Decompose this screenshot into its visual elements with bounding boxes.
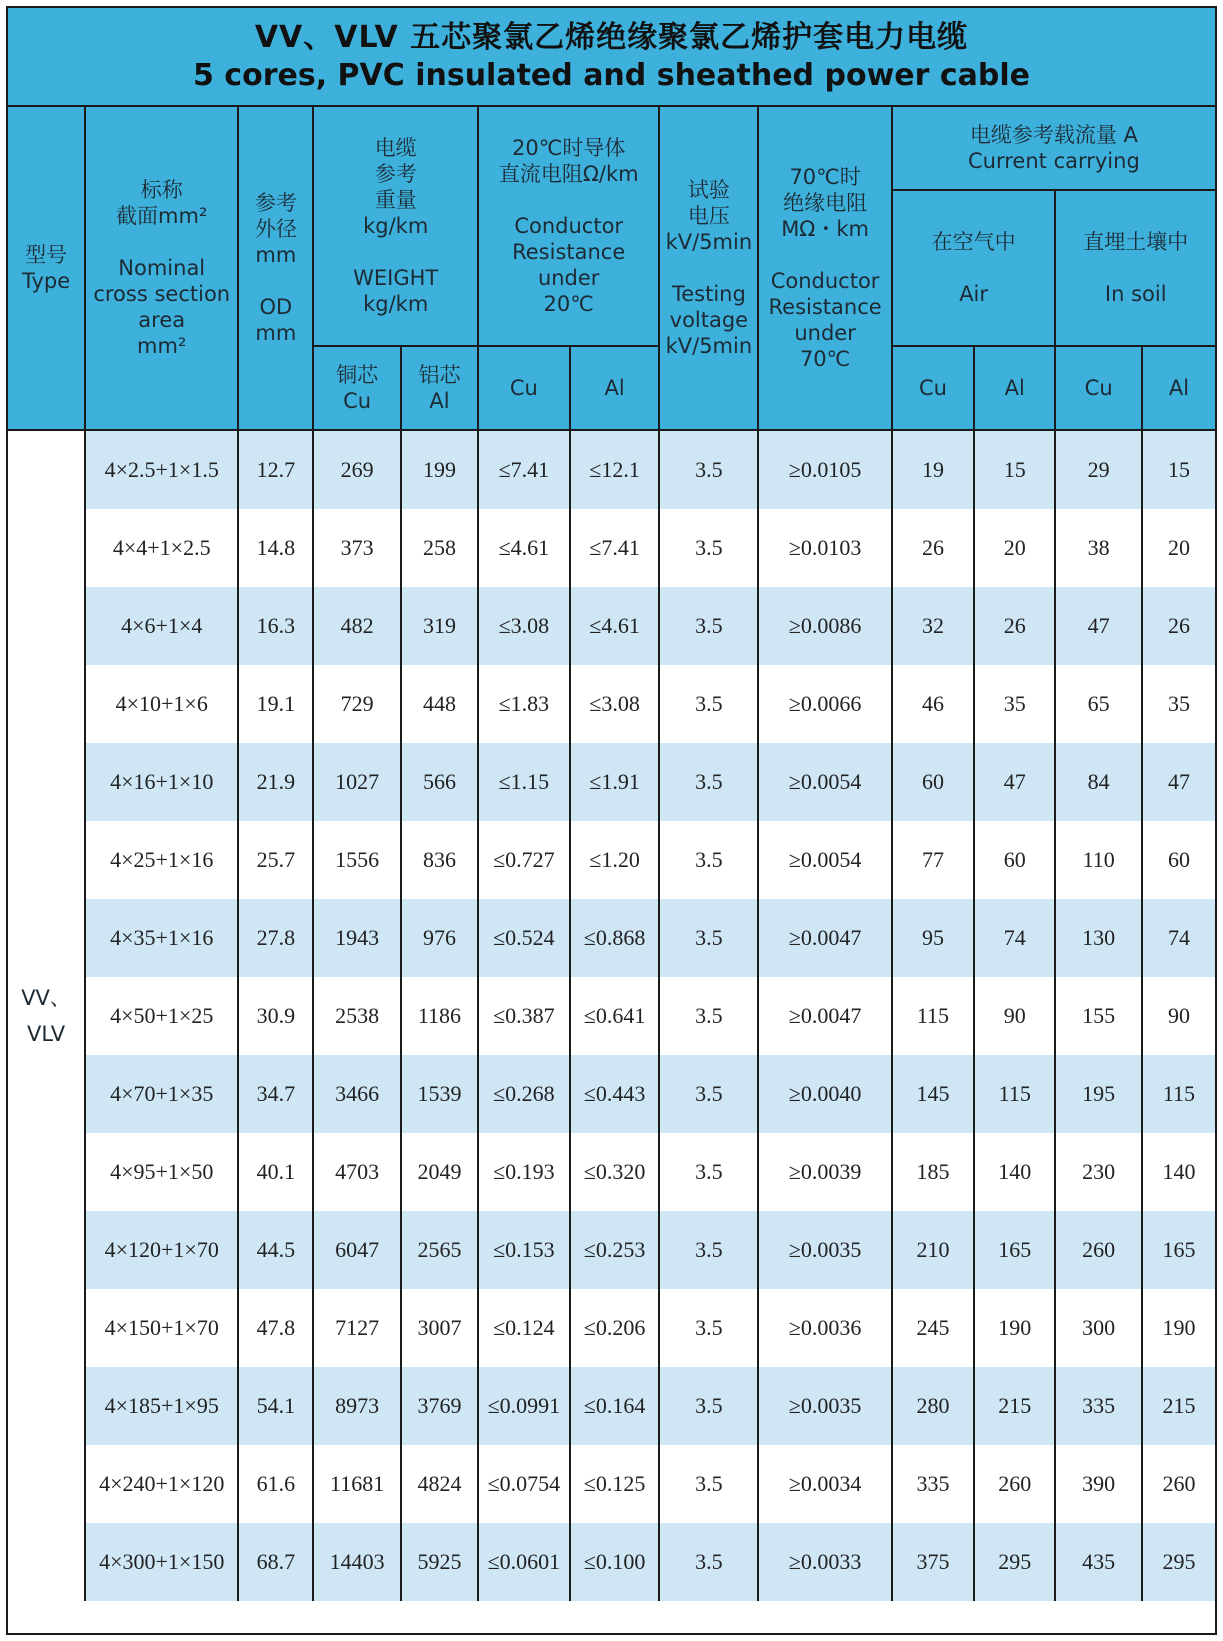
cell-weight-al: 319 [401, 587, 478, 665]
cell-section: 4×4+1×2.5 [85, 509, 238, 587]
cell-insulation: ≥0.0105 [758, 430, 891, 509]
cell-res-cu: ≤0.124 [478, 1289, 570, 1367]
cell-soil-al: 74 [1142, 899, 1215, 977]
cell-res-cu: ≤0.727 [478, 821, 570, 899]
cell-insulation: ≥0.0047 [758, 899, 891, 977]
cell-section: 4×70+1×35 [85, 1055, 238, 1133]
cell-soil-cu: 84 [1055, 743, 1142, 821]
cell-res-al: ≤7.41 [570, 509, 660, 587]
cell-voltage: 3.5 [659, 1289, 758, 1367]
cell-od: 21.9 [238, 743, 313, 821]
col-insulation: 70℃时 绝缘电阻 MΩ・km Conductor Resistance under 70℃ [758, 107, 891, 430]
cell-voltage: 3.5 [659, 1133, 758, 1211]
cell-voltage: 3.5 [659, 743, 758, 821]
type-line-1: VV、 [21, 986, 71, 1010]
title-chinese: VV、VLV 五芯聚氯乙烯绝缘聚氯乙烯护套电力电缆 [254, 19, 969, 55]
table-header [8, 107, 1215, 430]
col-voltage: 试验 电压 kV/5min Testing voltage kV/5min [659, 107, 758, 430]
col-res-cu: Cu [478, 346, 570, 430]
cell-od: 12.7 [238, 430, 313, 509]
cell-insulation: ≥0.0039 [758, 1133, 891, 1211]
table-body [8, 430, 1215, 1601]
cell-air-cu: 375 [892, 1523, 974, 1601]
cell-weight-cu: 8973 [313, 1367, 401, 1445]
cell-air-cu: 19 [892, 430, 974, 509]
cell-od: 61.6 [238, 1445, 313, 1523]
cell-soil-cu: 335 [1055, 1367, 1142, 1445]
cell-soil-cu: 38 [1055, 509, 1142, 587]
table-row [8, 1289, 1215, 1367]
col-soil-al: Al [1142, 346, 1215, 430]
title-band [8, 8, 1215, 107]
cell-air-cu: 77 [892, 821, 974, 899]
cell-insulation: ≥0.0066 [758, 665, 891, 743]
cell-res-al: ≤0.443 [570, 1055, 660, 1133]
cell-res-al: ≤1.20 [570, 821, 660, 899]
cell-res-cu: ≤7.41 [478, 430, 570, 509]
cell-insulation: ≥0.0034 [758, 1445, 891, 1523]
table-row [8, 1523, 1215, 1601]
cell-voltage: 3.5 [659, 430, 758, 509]
table-row [8, 1211, 1215, 1289]
table-row [8, 1445, 1215, 1523]
cable-spec-sheet [6, 6, 1217, 1635]
cell-air-al: 26 [974, 587, 1055, 665]
cell-air-cu: 60 [892, 743, 974, 821]
cell-air-al: 15 [974, 430, 1055, 509]
cell-air-cu: 210 [892, 1211, 974, 1289]
cell-res-al: ≤0.206 [570, 1289, 660, 1367]
col-air-cu: Cu [892, 346, 974, 430]
cell-res-cu: ≤0.0991 [478, 1367, 570, 1445]
cell-res-al: ≤3.08 [570, 665, 660, 743]
cell-insulation: ≥0.0040 [758, 1055, 891, 1133]
col-res-al: Al [570, 346, 660, 430]
table-row [8, 1367, 1215, 1445]
cell-soil-al: 190 [1142, 1289, 1215, 1367]
cell-air-al: 47 [974, 743, 1055, 821]
cell-res-cu: ≤0.268 [478, 1055, 570, 1133]
cell-air-cu: 280 [892, 1367, 974, 1445]
cell-weight-cu: 1027 [313, 743, 401, 821]
cell-od: 30.9 [238, 977, 313, 1055]
cell-od: 68.7 [238, 1523, 313, 1601]
cell-res-cu: ≤0.193 [478, 1133, 570, 1211]
col-soil-cu: Cu [1055, 346, 1142, 430]
cell-section: 4×150+1×70 [85, 1289, 238, 1367]
cell-voltage: 3.5 [659, 1523, 758, 1601]
cell-soil-cu: 110 [1055, 821, 1142, 899]
cell-weight-al: 3769 [401, 1367, 478, 1445]
cell-soil-cu: 260 [1055, 1211, 1142, 1289]
cell-weight-cu: 3466 [313, 1055, 401, 1133]
cell-air-al: 165 [974, 1211, 1055, 1289]
cell-soil-al: 26 [1142, 587, 1215, 665]
cell-res-al: ≤4.61 [570, 587, 660, 665]
cell-weight-cu: 4703 [313, 1133, 401, 1211]
cell-weight-cu: 729 [313, 665, 401, 743]
cell-voltage: 3.5 [659, 1055, 758, 1133]
cell-weight-al: 2565 [401, 1211, 478, 1289]
type-cell [8, 430, 85, 1601]
cell-air-cu: 26 [892, 509, 974, 587]
cell-weight-al: 1539 [401, 1055, 478, 1133]
cell-air-al: 60 [974, 821, 1055, 899]
cell-res-al: ≤0.164 [570, 1367, 660, 1445]
cell-voltage: 3.5 [659, 665, 758, 743]
cell-res-cu: ≤1.15 [478, 743, 570, 821]
cell-insulation: ≥0.0035 [758, 1367, 891, 1445]
cell-od: 40.1 [238, 1133, 313, 1211]
cell-air-cu: 32 [892, 587, 974, 665]
cell-res-cu: ≤0.153 [478, 1211, 570, 1289]
cell-soil-cu: 29 [1055, 430, 1142, 509]
cell-od: 34.7 [238, 1055, 313, 1133]
cell-od: 14.8 [238, 509, 313, 587]
cell-od: 44.5 [238, 1211, 313, 1289]
cell-section: 4×300+1×150 [85, 1523, 238, 1601]
cell-insulation: ≥0.0036 [758, 1289, 891, 1367]
cell-voltage: 3.5 [659, 821, 758, 899]
col-weight-al: 铝芯 Al [401, 346, 478, 430]
cell-section: 4×2.5+1×1.5 [85, 430, 238, 509]
cell-od: 25.7 [238, 821, 313, 899]
cell-section: 4×95+1×50 [85, 1133, 238, 1211]
cell-air-cu: 185 [892, 1133, 974, 1211]
col-od: 参考 外径 mm OD mm [238, 107, 313, 430]
cell-res-cu: ≤0.387 [478, 977, 570, 1055]
cell-soil-cu: 435 [1055, 1523, 1142, 1601]
cell-res-al: ≤0.868 [570, 899, 660, 977]
cell-voltage: 3.5 [659, 1367, 758, 1445]
cell-weight-al: 199 [401, 430, 478, 509]
cell-res-al: ≤0.641 [570, 977, 660, 1055]
cell-air-cu: 115 [892, 977, 974, 1055]
cell-section: 4×240+1×120 [85, 1445, 238, 1523]
cell-soil-al: 35 [1142, 665, 1215, 743]
cell-insulation: ≥0.0035 [758, 1211, 891, 1289]
cell-soil-cu: 155 [1055, 977, 1142, 1055]
cell-insulation: ≥0.0086 [758, 587, 891, 665]
cell-air-cu: 95 [892, 899, 974, 977]
cell-od: 16.3 [238, 587, 313, 665]
cell-weight-al: 836 [401, 821, 478, 899]
cell-weight-cu: 6047 [313, 1211, 401, 1289]
cell-air-al: 140 [974, 1133, 1055, 1211]
cell-air-cu: 245 [892, 1289, 974, 1367]
col-current-soil: 直埋土壤中 In soil [1055, 190, 1215, 346]
cell-weight-al: 5925 [401, 1523, 478, 1601]
spec-table [8, 107, 1215, 1601]
cell-soil-cu: 65 [1055, 665, 1142, 743]
cell-weight-al: 448 [401, 665, 478, 743]
cell-voltage: 3.5 [659, 899, 758, 977]
col-weight-cu: 铜芯 Cu [313, 346, 401, 430]
cell-soil-cu: 47 [1055, 587, 1142, 665]
col-type: 型号 Type [8, 107, 85, 430]
cell-res-cu: ≤3.08 [478, 587, 570, 665]
cell-res-al: ≤0.253 [570, 1211, 660, 1289]
cell-soil-al: 140 [1142, 1133, 1215, 1211]
cell-weight-cu: 2538 [313, 977, 401, 1055]
cell-res-cu: ≤0.524 [478, 899, 570, 977]
cell-soil-al: 115 [1142, 1055, 1215, 1133]
cell-weight-al: 3007 [401, 1289, 478, 1367]
cell-od: 47.8 [238, 1289, 313, 1367]
cell-weight-al: 566 [401, 743, 478, 821]
cell-soil-cu: 195 [1055, 1055, 1142, 1133]
cell-weight-al: 976 [401, 899, 478, 977]
cell-soil-cu: 130 [1055, 899, 1142, 977]
cell-weight-cu: 14403 [313, 1523, 401, 1601]
cell-res-cu: ≤0.0601 [478, 1523, 570, 1601]
cell-air-al: 260 [974, 1445, 1055, 1523]
cell-soil-al: 165 [1142, 1211, 1215, 1289]
cell-weight-cu: 269 [313, 430, 401, 509]
table-row [8, 430, 1215, 509]
cell-voltage: 3.5 [659, 587, 758, 665]
type-line-2: VLV [27, 1022, 66, 1046]
cell-res-al: ≤1.91 [570, 743, 660, 821]
col-resistance: 20℃时导体 直流电阻Ω/km Conductor Resistance under 20℃ [478, 107, 659, 346]
table-row [8, 899, 1215, 977]
cell-od: 19.1 [238, 665, 313, 743]
cell-soil-al: 260 [1142, 1445, 1215, 1523]
cell-insulation: ≥0.0103 [758, 509, 891, 587]
cell-air-al: 74 [974, 899, 1055, 977]
col-current: 电缆参考载流量 A Current carrying [892, 107, 1215, 190]
cell-soil-cu: 230 [1055, 1133, 1142, 1211]
table-row [8, 665, 1215, 743]
cell-insulation: ≥0.0054 [758, 821, 891, 899]
cell-section: 4×16+1×10 [85, 743, 238, 821]
table-row [8, 509, 1215, 587]
cell-air-al: 215 [974, 1367, 1055, 1445]
cell-voltage: 3.5 [659, 1211, 758, 1289]
cell-voltage: 3.5 [659, 1445, 758, 1523]
cell-section: 4×6+1×4 [85, 587, 238, 665]
cell-air-cu: 46 [892, 665, 974, 743]
cell-section: 4×120+1×70 [85, 1211, 238, 1289]
cell-soil-al: 47 [1142, 743, 1215, 821]
cell-od: 54.1 [238, 1367, 313, 1445]
cell-insulation: ≥0.0047 [758, 977, 891, 1055]
cell-weight-cu: 1943 [313, 899, 401, 977]
cell-section: 4×10+1×6 [85, 665, 238, 743]
cell-insulation: ≥0.0054 [758, 743, 891, 821]
cell-res-al: ≤0.320 [570, 1133, 660, 1211]
cell-section: 4×25+1×16 [85, 821, 238, 899]
cell-weight-al: 4824 [401, 1445, 478, 1523]
cell-res-al: ≤0.100 [570, 1523, 660, 1601]
cell-soil-al: 60 [1142, 821, 1215, 899]
cell-soil-cu: 300 [1055, 1289, 1142, 1367]
cell-weight-cu: 1556 [313, 821, 401, 899]
cell-res-cu: ≤0.0754 [478, 1445, 570, 1523]
cell-weight-cu: 11681 [313, 1445, 401, 1523]
cell-weight-al: 2049 [401, 1133, 478, 1211]
table-row [8, 821, 1215, 899]
cell-air-cu: 145 [892, 1055, 974, 1133]
cell-air-al: 190 [974, 1289, 1055, 1367]
table-row [8, 743, 1215, 821]
table-row [8, 1055, 1215, 1133]
cell-air-al: 20 [974, 509, 1055, 587]
cell-weight-al: 1186 [401, 977, 478, 1055]
cell-insulation: ≥0.0033 [758, 1523, 891, 1601]
cell-soil-al: 20 [1142, 509, 1215, 587]
cell-voltage: 3.5 [659, 977, 758, 1055]
cell-weight-cu: 373 [313, 509, 401, 587]
col-section: 标称 截面mm² Nominal cross section area mm² [85, 107, 238, 430]
cell-res-cu: ≤4.61 [478, 509, 570, 587]
cell-soil-al: 90 [1142, 977, 1215, 1055]
cell-air-al: 115 [974, 1055, 1055, 1133]
cell-soil-al: 295 [1142, 1523, 1215, 1601]
table-row [8, 587, 1215, 665]
col-weight: 电缆 参考 重量 kg/km WEIGHT kg/km [313, 107, 478, 346]
cell-soil-al: 215 [1142, 1367, 1215, 1445]
cell-res-al: ≤0.125 [570, 1445, 660, 1523]
cell-air-cu: 335 [892, 1445, 974, 1523]
cell-res-cu: ≤1.83 [478, 665, 570, 743]
cell-soil-cu: 390 [1055, 1445, 1142, 1523]
title-english: 5 cores, PVC insulated and sheathed power cable [192, 57, 1030, 93]
cell-air-al: 35 [974, 665, 1055, 743]
cell-air-al: 90 [974, 977, 1055, 1055]
cell-weight-cu: 482 [313, 587, 401, 665]
cell-section: 4×50+1×25 [85, 977, 238, 1055]
cell-section: 4×185+1×95 [85, 1367, 238, 1445]
cell-air-al: 295 [974, 1523, 1055, 1601]
cell-od: 27.8 [238, 899, 313, 977]
col-air-al: Al [974, 346, 1055, 430]
cell-res-al: ≤12.1 [570, 430, 660, 509]
table-row [8, 977, 1215, 1055]
col-current-air: 在空气中 Air [892, 190, 1056, 346]
cell-section: 4×35+1×16 [85, 899, 238, 977]
cell-soil-al: 15 [1142, 430, 1215, 509]
cell-weight-al: 258 [401, 509, 478, 587]
table-row [8, 1133, 1215, 1211]
cell-voltage: 3.5 [659, 509, 758, 587]
cell-weight-cu: 7127 [313, 1289, 401, 1367]
